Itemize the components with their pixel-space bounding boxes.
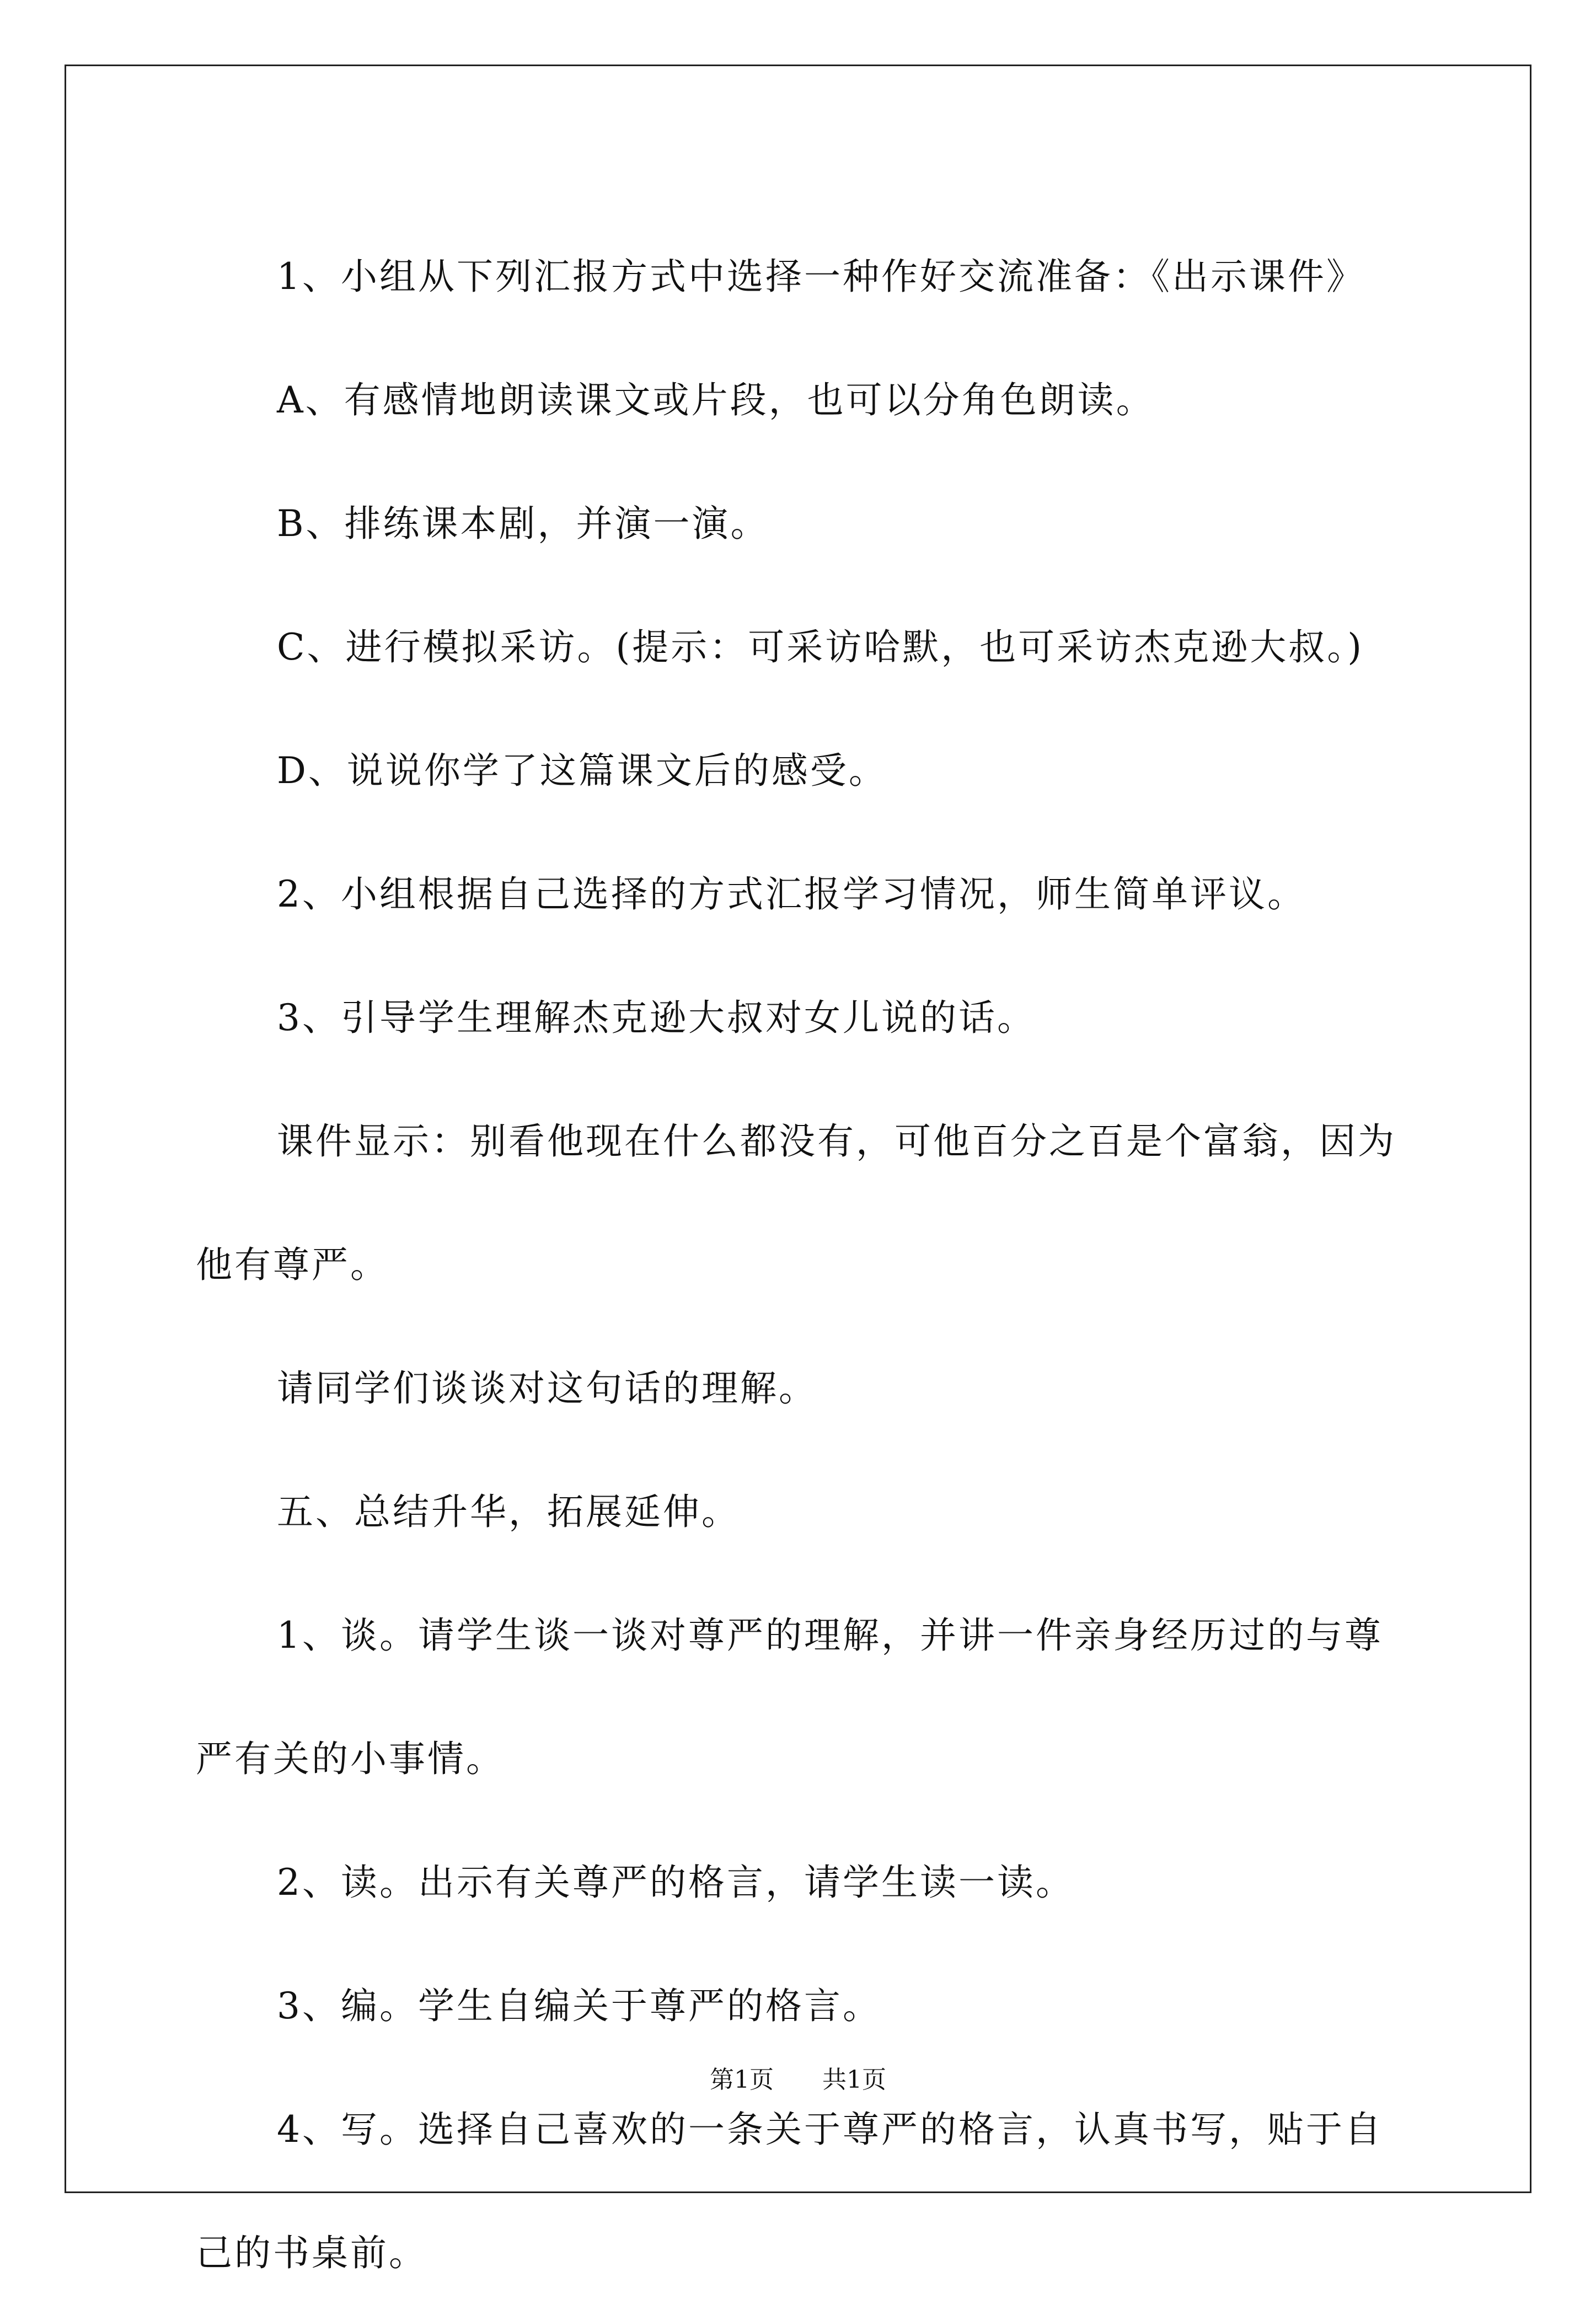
document-body — [196, 215, 1409, 2315]
paragraph: A、有感情地朗读课文或片段，也可以分角色朗读。 — [277, 379, 1155, 421]
paragraph: 五、总结升华，拓展延伸。 — [277, 1491, 740, 1533]
paragraph: D、说说你学了这篇课文后的感受。 — [277, 749, 887, 792]
paragraph: 3、引导学生理解杰克逊大叔对女儿说的话。 — [277, 996, 1036, 1039]
paragraph: 2、小组根据自己选择的方式汇报学习情况，师生简单评议。 — [277, 873, 1306, 915]
paragraph: 3、编。学生自编关于尊严的格言。 — [277, 1985, 881, 2027]
paragraph: 1、小组从下列汇报方式中选择一种作好交流准备：《出示课件》 — [277, 255, 1365, 298]
paragraph: 2、读。出示有关尊严的格言，请学生读一读。 — [277, 1861, 1074, 1904]
page-total: 共1页 — [822, 2066, 886, 2094]
paragraph: 请同学们谈谈对这句话的理解。 — [277, 1367, 817, 1410]
paragraph: 课件显示：别看他现在什么都没有，可他百分之百是个富翁，因为他有尊严。 — [196, 1120, 1396, 1286]
page-footer — [0, 2060, 1596, 2095]
paragraph: B、排练课本剧，并演一演。 — [277, 502, 769, 545]
paragraph: 1、谈。请学生谈一谈对尊严的理解，并讲一件亲身经历过的与尊严有关的小事情。 — [196, 1614, 1383, 1780]
paragraph: C、进行模拟采访。(提示：可采访哈默，也可采访杰克逊大叔。) — [277, 626, 1364, 668]
paragraph: 4、写。选择自己喜欢的一条关于尊严的格言，认真书写，贴于自己的书桌前。 — [196, 2108, 1383, 2274]
page-number: 第1页 — [710, 2066, 774, 2094]
